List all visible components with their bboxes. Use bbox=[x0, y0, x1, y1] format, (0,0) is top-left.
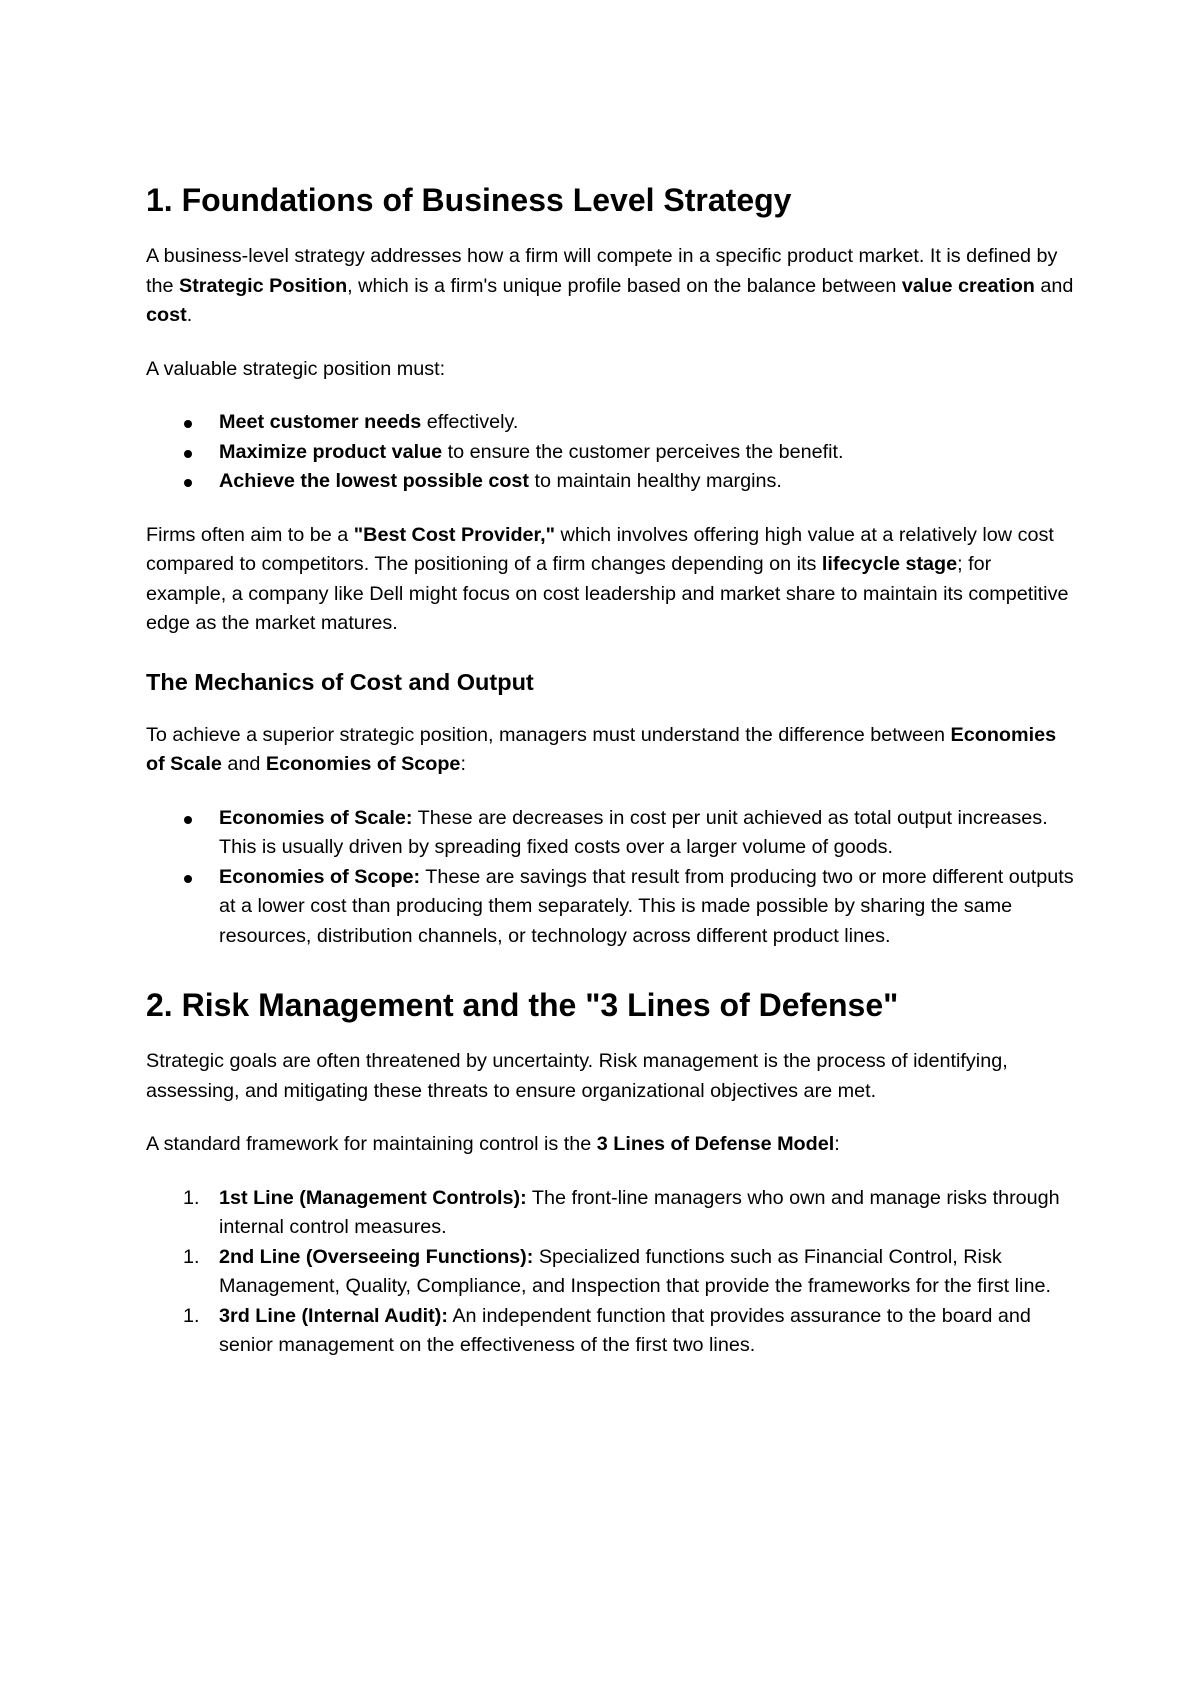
bullet-icon bbox=[184, 875, 192, 883]
section2-lead: A standard framework for maintaining control is the 3 Lines of Defense Model: bbox=[146, 1133, 840, 1155]
section1-heading: 1. Foundations of Business Level Strategy bbox=[146, 182, 792, 218]
list-item: Economies of Scope: These are savings that result from producing two or more different outputs at a lower cost than producing them separately. This is made possible by sharing the same resources, distribution channels, or technology across different product lines. bbox=[146, 863, 1076, 952]
list-item: 1. 3rd Line (Internal Audit): An independent function that provides assurance to the board and senior management on the effectiveness of the first two lines. bbox=[146, 1302, 1076, 1361]
list-item: Meet customer needs effectively. bbox=[146, 408, 1076, 438]
list-item: Maximize product value to ensure the customer perceives the benefit. bbox=[146, 438, 1076, 468]
list-item: Achieve the lowest possible cost to maintain healthy margins. bbox=[146, 467, 1076, 497]
section2-intro: Strategic goals are often threatened by uncertainty. Risk management is the process of identifying, assessing, and mitigating these threats to ensure organizational objectives are met. bbox=[146, 1050, 1008, 1102]
bullet-icon bbox=[184, 816, 192, 824]
list-item: 1. 2nd Line (Overseeing Functions): Specialized functions such as Financial Control, Risk Management, Quality, Compliance, and Inspection that provide the frameworks for the first line. bbox=[146, 1243, 1076, 1302]
bullet-icon bbox=[184, 450, 192, 458]
best-cost-paragraph: Firms often aim to be a "Best Cost Provider," which involves offering high value at a relatively low cost compared to competitors. The positioning of a firm changes depending on its lifecycle stage; for example, a company like Dell might focus on cost leadership and market share to maintain its competitive edge as the market matures. bbox=[146, 523, 1069, 634]
list-marker: 1. bbox=[183, 1304, 200, 1327]
list-item: 1. 1st Line (Management Controls): The front-line managers who own and manage risks through internal control measures. bbox=[146, 1184, 1076, 1243]
section1-lead: A valuable strategic position must: bbox=[146, 357, 446, 380]
defense-lines-list bbox=[146, 1184, 1076, 1361]
list-marker: 1. bbox=[183, 1186, 200, 1209]
list-item: Economies of Scale: These are decreases in cost per unit achieved as total output increases. This is usually driven by spreading fixed costs over a larger volume of goods. bbox=[146, 804, 1076, 863]
list-marker: 1. bbox=[183, 1245, 200, 1268]
position-bullet-list bbox=[146, 408, 1076, 497]
bullet-icon bbox=[184, 420, 192, 428]
section1-intro: A business-level strategy addresses how a firm will compete in a specific product market. It is defined by the Strategic Position, which is a firm's unique profile based on the balance between value creation and cost. bbox=[146, 245, 1074, 326]
mechanics-intro: To achieve a superior strategic position, managers must understand the difference between Economies of Scale and Economies of Scope: bbox=[146, 723, 1057, 775]
document-page bbox=[146, 178, 1076, 1361]
bullet-icon bbox=[184, 479, 192, 487]
section2-heading: 2. Risk Management and the "3 Lines of Defense" bbox=[146, 987, 899, 1023]
economies-bullet-list bbox=[146, 804, 1076, 952]
mechanics-subheading: The Mechanics of Cost and Output bbox=[146, 668, 534, 695]
